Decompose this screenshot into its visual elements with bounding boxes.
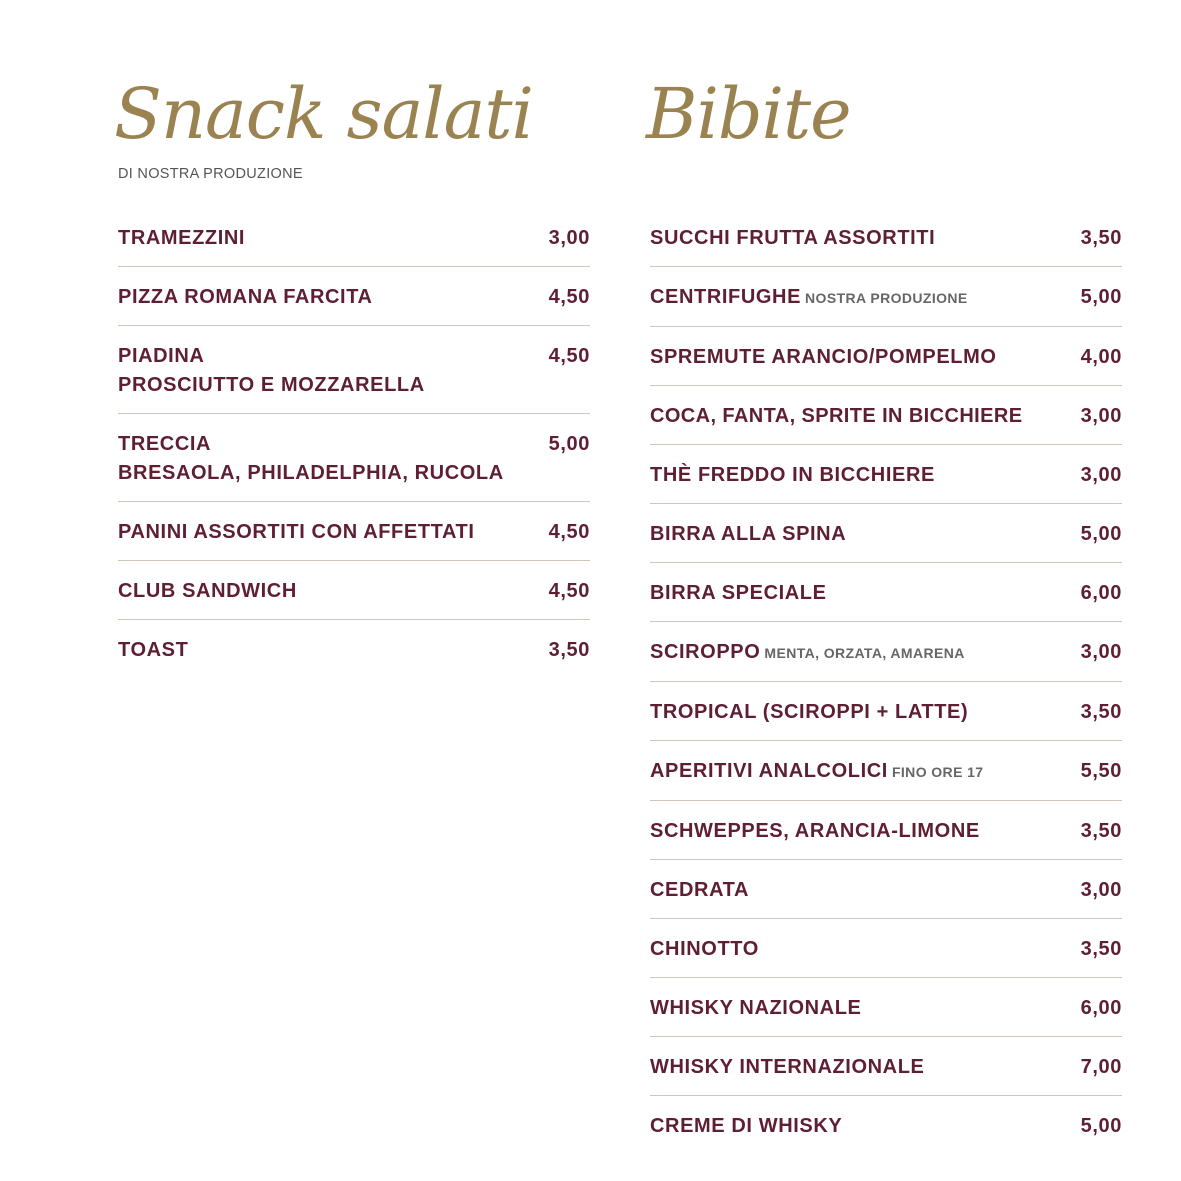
item-price: 3,00: [1080, 405, 1122, 427]
item-note: NOSTRA PRODUZIONE: [805, 290, 968, 306]
item-price: 6,00: [1080, 582, 1122, 604]
item-price: 7,00: [1080, 1056, 1122, 1078]
item-price: 4,50: [548, 345, 590, 367]
menu-item: [650, 327, 1122, 386]
item-name: CEDRATA: [650, 879, 750, 901]
item-price: 3,00: [1080, 879, 1122, 901]
drinks-list: [650, 208, 1122, 1154]
item-name: CREME DI WHISKY: [650, 1115, 843, 1137]
item-price: 5,00: [1080, 1115, 1122, 1137]
item-price: 3,50: [1080, 227, 1122, 249]
item-name: CLUB SANDWICH: [118, 580, 297, 602]
item-name: [650, 283, 1122, 313]
item-name: CHINOTTO: [650, 938, 759, 960]
item-name: [650, 757, 1122, 787]
menu-item: [650, 1096, 1122, 1154]
item-name: TRECCIA: [118, 433, 212, 455]
item-name: BIRRA ALLA SPINA: [650, 523, 847, 545]
drinks-title: Bibite: [646, 73, 851, 155]
item-price: 4,50: [548, 580, 590, 602]
item-name: TOAST: [118, 639, 189, 661]
item-name: THÈ FREDDO IN BICCHIERE: [650, 464, 935, 486]
item-price: 4,50: [548, 286, 590, 308]
menu-item: [650, 445, 1122, 504]
item-name: PIZZA ROMANA FARCITA: [118, 286, 373, 308]
item-price: 3,50: [548, 639, 590, 661]
item-name: SCHWEPPES, ARANCIA-LIMONE: [650, 820, 980, 842]
menu-item: [650, 682, 1122, 741]
item-detail: PROSCIUTTO E MOZZARELLA: [118, 374, 425, 396]
item-price: 6,00: [1080, 997, 1122, 1019]
snacks-list: [118, 208, 590, 678]
menu-item: [650, 741, 1122, 801]
item-name: COCA, FANTA, SPRITE IN BICCHIERE: [650, 405, 1023, 427]
item-price: 5,00: [548, 433, 590, 455]
item-name: WHISKY NAZIONALE: [650, 997, 862, 1019]
menu-item: [118, 561, 590, 620]
item-price: 3,00: [1080, 641, 1122, 663]
menu-item: [118, 208, 590, 267]
item-price: 3,00: [548, 227, 590, 249]
menu-item: [650, 860, 1122, 919]
item-price: 3,50: [1080, 938, 1122, 960]
item-note: FINO ORE 17: [891, 764, 984, 780]
menu-item: [118, 414, 590, 502]
item-price: 4,00: [1080, 346, 1122, 368]
menu-item: [650, 978, 1122, 1037]
menu-item: [650, 267, 1122, 327]
item-name: SUCCHI FRUTTA ASSORTITI: [650, 227, 936, 249]
item-detail: BRESAOLA, PHILADELPHIA, RUCOLA: [118, 462, 504, 484]
menu-item: [650, 208, 1122, 267]
item-name: SPREMUTE ARANCIO/POMPELMO: [650, 346, 997, 368]
menu-item: [650, 1037, 1122, 1096]
item-price: 5,00: [1080, 523, 1122, 545]
menu-item: [118, 326, 590, 414]
menu-item: [650, 563, 1122, 622]
item-name: BIRRA SPECIALE: [650, 582, 827, 604]
item-name: PIADINA: [118, 345, 205, 367]
item-name-text: APERITIVI ANALCOLICI: [650, 760, 888, 782]
menu-item: [650, 504, 1122, 563]
snacks-title: Snack salati: [114, 73, 533, 155]
item-name: TROPICAL (SCIROPPI + LATTE): [650, 701, 969, 723]
menu-item: [118, 620, 590, 678]
item-price: 3,00: [1080, 464, 1122, 486]
menu-item: [118, 502, 590, 561]
item-name-text: CENTRIFUGHE: [650, 286, 802, 308]
menu-item: [650, 622, 1122, 682]
item-name: PANINI ASSORTITI CON AFFETTATI: [118, 521, 475, 543]
item-name-text: SCIROPPO: [650, 641, 761, 663]
item-name: TRAMEZZINI: [118, 227, 246, 249]
item-price: 3,50: [1080, 820, 1122, 842]
item-name: WHISKY INTERNAZIONALE: [650, 1056, 925, 1078]
menu-item: [650, 386, 1122, 445]
item-price: 5,50: [1080, 760, 1122, 782]
item-price: 4,50: [548, 521, 590, 543]
item-note: MENTA, ORZATA, AMARENA: [764, 645, 965, 661]
item-price: 3,50: [1080, 701, 1122, 723]
snacks-subtitle: DI NOSTRA PRODUZIONE: [118, 166, 303, 182]
menu-item: [650, 919, 1122, 978]
item-price: 5,00: [1080, 286, 1122, 308]
menu-item: [118, 267, 590, 326]
menu-item: [650, 801, 1122, 860]
item-name: [650, 638, 1122, 668]
